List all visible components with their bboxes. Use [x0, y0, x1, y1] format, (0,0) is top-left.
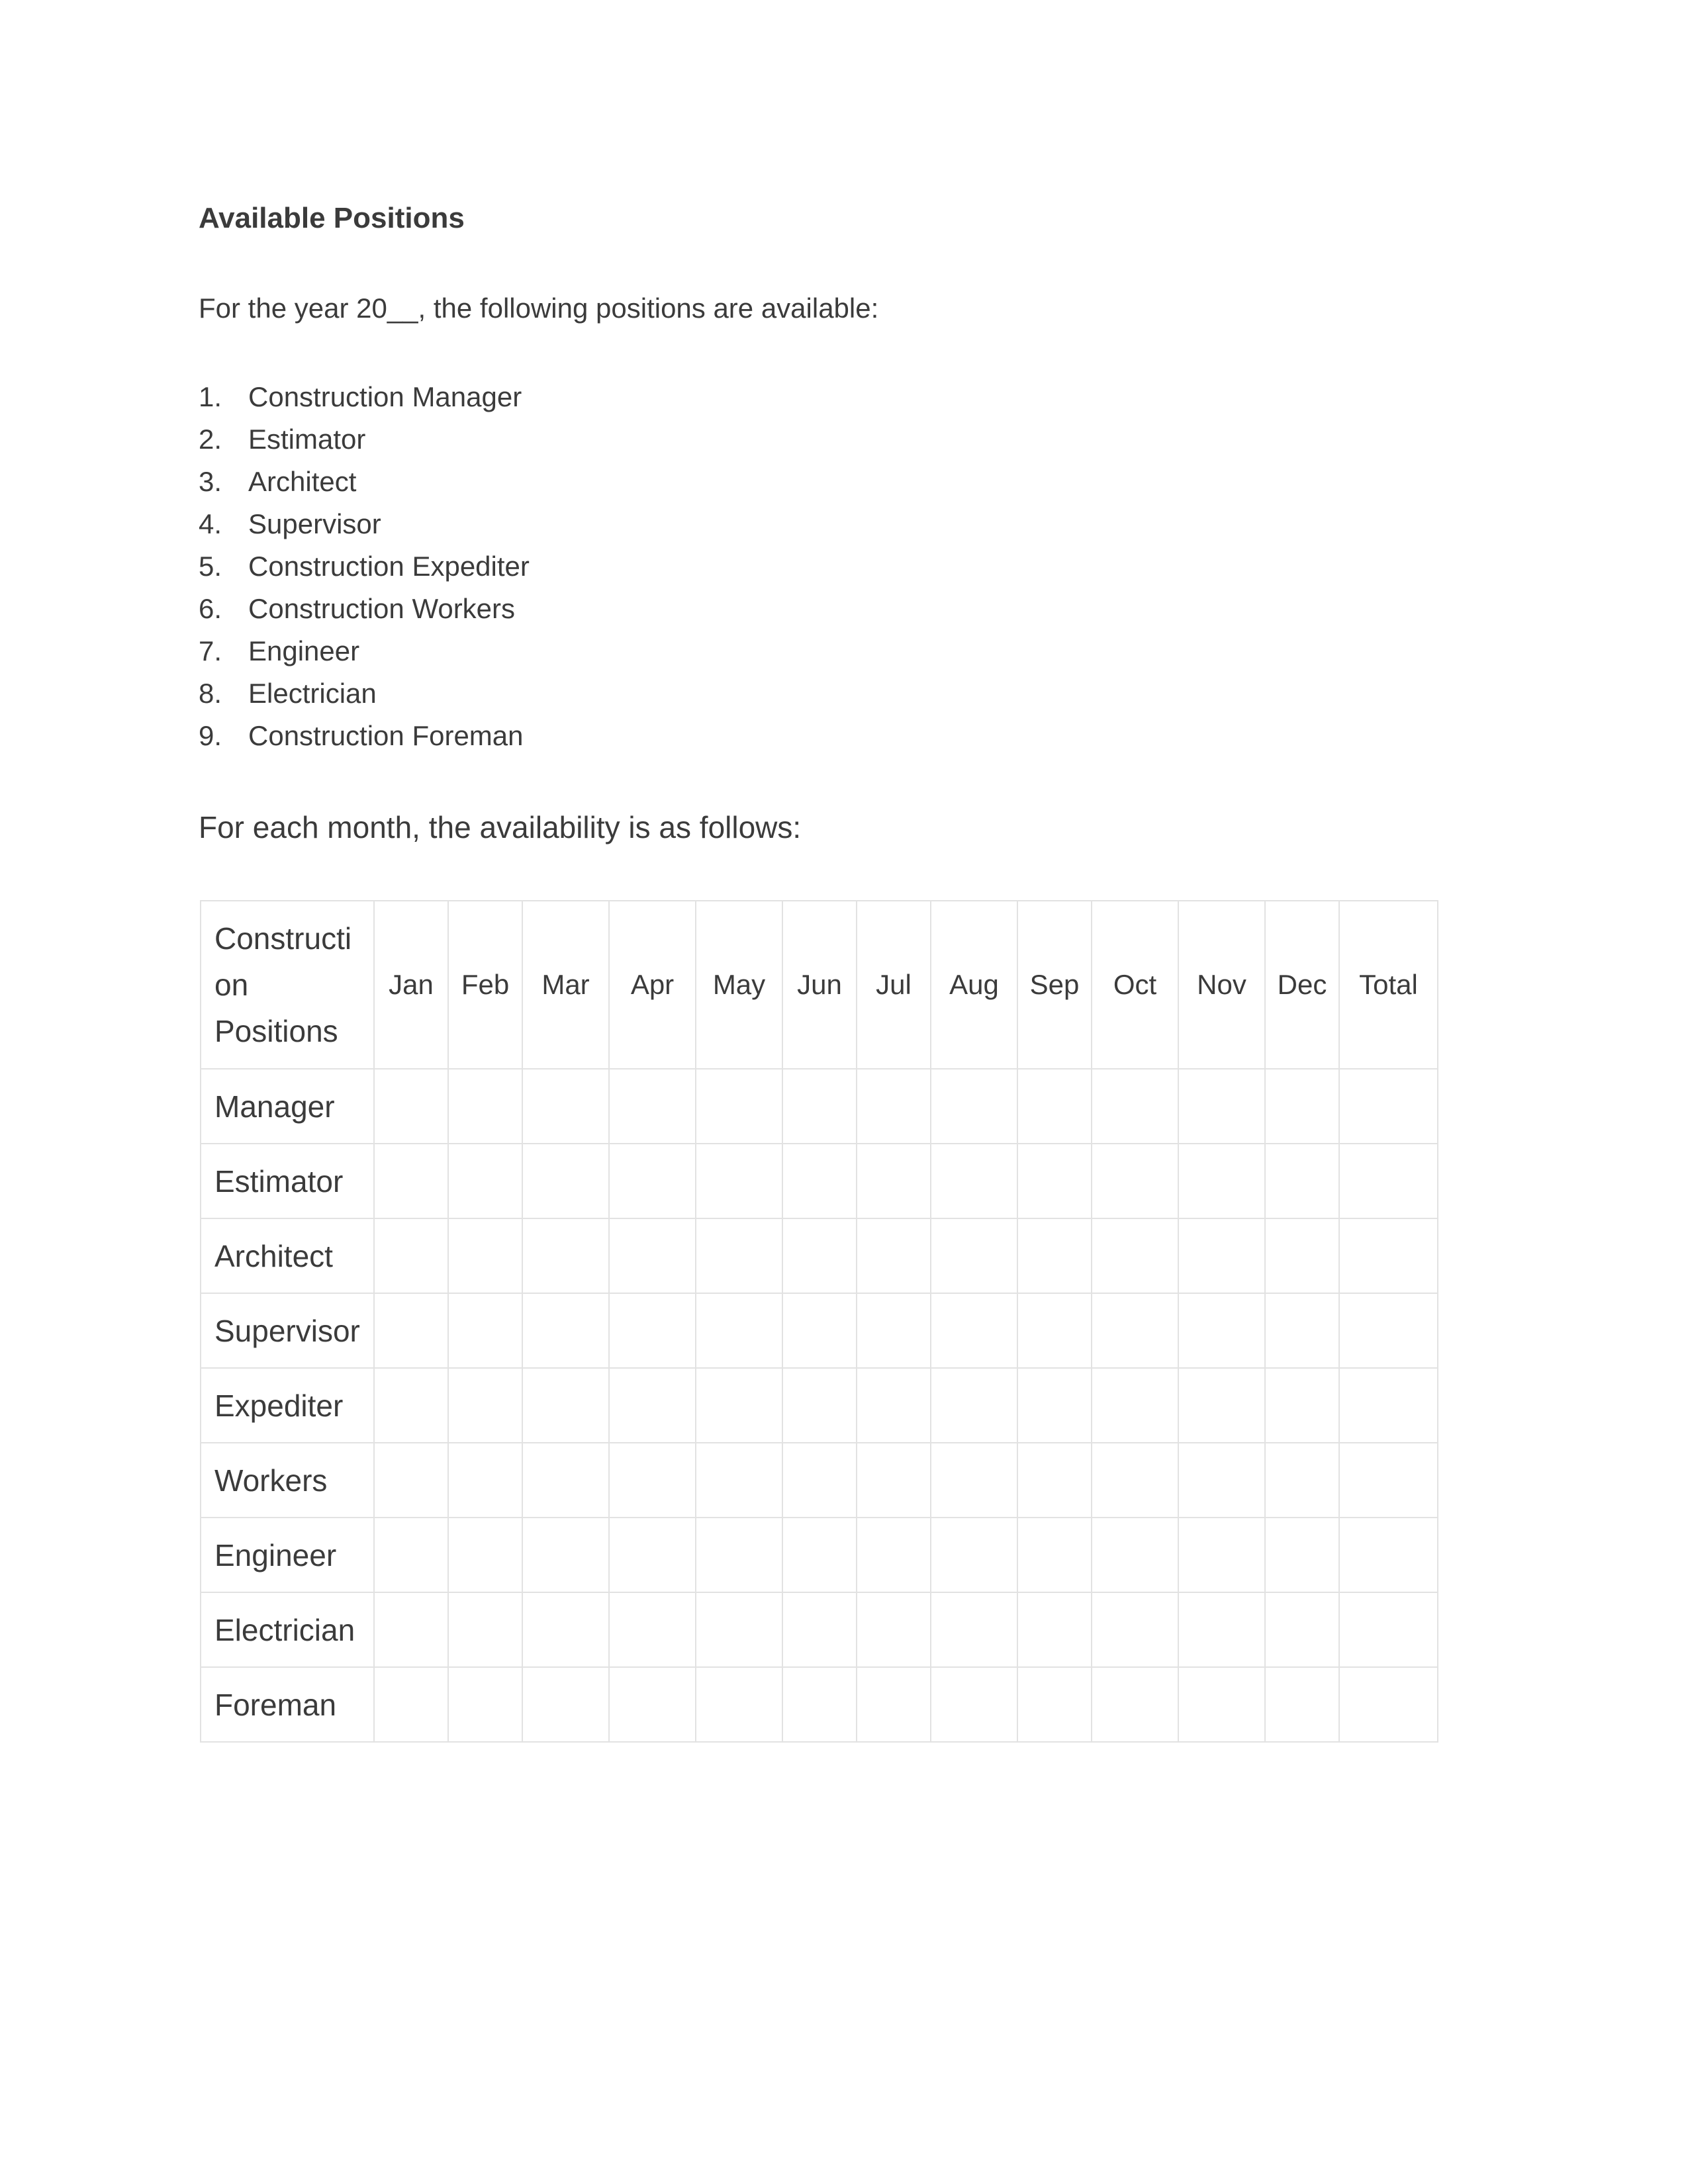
table-cell[interactable] — [1265, 1368, 1339, 1443]
table-cell[interactable] — [448, 1443, 522, 1518]
column-header-positions — [201, 901, 374, 1069]
list-number: 2. — [199, 424, 222, 455]
table-cell[interactable] — [1339, 1368, 1438, 1443]
month-intro-paragraph: For each month, the availability is as follows: — [199, 810, 802, 844]
column-header-month: Nov — [1178, 901, 1265, 1069]
table-cell[interactable] — [1265, 1667, 1339, 1742]
table-cell[interactable] — [1092, 1069, 1178, 1144]
table-cell[interactable] — [1017, 1443, 1092, 1518]
table-cell[interactable] — [609, 1368, 696, 1443]
table-cell[interactable] — [1092, 1443, 1178, 1518]
table-cell[interactable] — [1017, 1592, 1092, 1667]
table-cell[interactable] — [522, 1069, 609, 1144]
table-cell[interactable] — [609, 1218, 696, 1293]
table-cell[interactable] — [374, 1069, 448, 1144]
table-cell[interactable] — [1092, 1592, 1178, 1667]
column-header-month: Aug — [931, 901, 1017, 1069]
table-cell[interactable] — [1017, 1293, 1092, 1368]
table-cell[interactable] — [448, 1293, 522, 1368]
list-number: 7. — [199, 635, 222, 666]
table-cell[interactable] — [696, 1144, 782, 1218]
table-cell[interactable] — [1178, 1144, 1265, 1218]
column-header-month: Jul — [857, 901, 931, 1069]
table-cell[interactable] — [522, 1592, 609, 1667]
table-row — [201, 1368, 1438, 1443]
table-cell[interactable] — [1265, 1443, 1339, 1518]
table-cell[interactable] — [1178, 1667, 1265, 1742]
table-cell[interactable] — [448, 1592, 522, 1667]
table-cell[interactable] — [857, 1592, 931, 1667]
list-item — [199, 376, 530, 418]
table-cell[interactable] — [931, 1069, 1017, 1144]
column-header-month: Sep — [1017, 901, 1092, 1069]
table-cell[interactable] — [448, 1144, 522, 1218]
list-number: 3. — [199, 466, 222, 497]
table-cell[interactable] — [931, 1443, 1017, 1518]
table-cell[interactable] — [696, 1667, 782, 1742]
table-cell[interactable] — [609, 1592, 696, 1667]
table-cell[interactable] — [931, 1592, 1017, 1667]
list-number: 5. — [199, 551, 222, 582]
list-item — [199, 503, 530, 545]
table-cell[interactable] — [1092, 1667, 1178, 1742]
table-row — [201, 1069, 1438, 1144]
table-cell[interactable] — [782, 1069, 857, 1144]
list-item — [199, 418, 530, 461]
table-cell[interactable] — [931, 1368, 1017, 1443]
table-cell[interactable] — [1339, 1592, 1438, 1667]
header-line: Positions — [214, 1014, 338, 1048]
intro-paragraph: For the year 20__, the following positions are available: — [199, 293, 879, 324]
table-cell[interactable] — [857, 1144, 931, 1218]
table-cell[interactable] — [696, 1518, 782, 1592]
table-cell[interactable] — [696, 1592, 782, 1667]
table-cell[interactable] — [931, 1667, 1017, 1742]
column-header-month: Feb — [448, 901, 522, 1069]
list-item — [199, 545, 530, 588]
column-header-month: Apr — [609, 901, 696, 1069]
table-cell[interactable] — [448, 1368, 522, 1443]
table-cell[interactable] — [857, 1518, 931, 1592]
row-label: Expediter — [201, 1368, 374, 1443]
list-item-label: Architect — [248, 466, 357, 497]
table-cell[interactable] — [1339, 1667, 1438, 1742]
list-item-label: Electrician — [248, 678, 377, 709]
column-header-month: Oct — [1092, 901, 1178, 1069]
list-item — [199, 588, 530, 630]
table-cell[interactable] — [1017, 1144, 1092, 1218]
list-item-label: Estimator — [248, 424, 366, 455]
table-cell[interactable] — [1178, 1592, 1265, 1667]
list-number: 6. — [199, 593, 222, 624]
table-cell[interactable] — [1092, 1293, 1178, 1368]
row-label: Workers — [201, 1443, 374, 1518]
table-cell[interactable] — [609, 1293, 696, 1368]
table-cell[interactable] — [1265, 1592, 1339, 1667]
table-cell[interactable] — [931, 1218, 1017, 1293]
list-number: 4. — [199, 508, 222, 539]
row-label: Electrician — [201, 1592, 374, 1667]
table-cell[interactable] — [522, 1518, 609, 1592]
row-label: Estimator — [201, 1144, 374, 1218]
table-cell[interactable] — [696, 1443, 782, 1518]
table-cell[interactable] — [782, 1667, 857, 1742]
row-label: Architect — [201, 1218, 374, 1293]
table-row — [201, 1518, 1438, 1592]
table-cell[interactable] — [696, 1069, 782, 1144]
table-cell[interactable] — [522, 1443, 609, 1518]
table-cell[interactable] — [522, 1218, 609, 1293]
list-item-label: Construction Workers — [248, 593, 516, 624]
table-cell[interactable] — [374, 1592, 448, 1667]
table-cell[interactable] — [1092, 1518, 1178, 1592]
list-item-label: Construction Expediter — [248, 551, 530, 582]
table-row — [201, 1293, 1438, 1368]
table-cell[interactable] — [782, 1293, 857, 1368]
table-cell[interactable] — [1017, 1218, 1092, 1293]
table-cell[interactable] — [1092, 1144, 1178, 1218]
list-item-label: Construction Foreman — [248, 720, 524, 751]
table-cell[interactable] — [374, 1144, 448, 1218]
header-line: on — [214, 968, 249, 1002]
table-cell[interactable] — [1339, 1144, 1438, 1218]
table-cell[interactable] — [1178, 1518, 1265, 1592]
table-cell[interactable] — [522, 1667, 609, 1742]
table-cell[interactable] — [1339, 1069, 1438, 1144]
list-item-label: Engineer — [248, 635, 360, 666]
table-cell[interactable] — [1092, 1368, 1178, 1443]
table-cell[interactable] — [931, 1144, 1017, 1218]
table-cell[interactable] — [782, 1144, 857, 1218]
table-row — [201, 1218, 1438, 1293]
table-cell[interactable] — [1265, 1218, 1339, 1293]
list-item-label: Supervisor — [248, 508, 381, 539]
column-header-month: May — [696, 901, 782, 1069]
list-number: 9. — [199, 720, 222, 751]
table-cell[interactable] — [857, 1293, 931, 1368]
table-cell[interactable] — [1178, 1368, 1265, 1443]
table-cell[interactable] — [374, 1293, 448, 1368]
list-item-label: Construction Manager — [248, 381, 522, 412]
table-cell[interactable] — [857, 1368, 931, 1443]
table-cell[interactable] — [1017, 1667, 1092, 1742]
table-cell[interactable] — [609, 1069, 696, 1144]
table-row — [201, 1592, 1438, 1667]
table-cell[interactable] — [1017, 1518, 1092, 1592]
table-cell[interactable] — [1017, 1069, 1092, 1144]
list-item — [199, 630, 530, 672]
column-header-month: Mar — [522, 901, 609, 1069]
row-label: Manager — [201, 1069, 374, 1144]
table-cell[interactable] — [696, 1293, 782, 1368]
table-cell[interactable] — [1017, 1368, 1092, 1443]
row-label: Engineer — [201, 1518, 374, 1592]
list-number: 8. — [199, 678, 222, 709]
table-cell[interactable] — [522, 1144, 609, 1218]
list-number: 1. — [199, 381, 222, 412]
table-cell[interactable] — [1178, 1443, 1265, 1518]
table-cell[interactable] — [1339, 1293, 1438, 1368]
list-item — [199, 461, 530, 503]
table-row — [201, 1144, 1438, 1218]
table-cell[interactable] — [374, 1518, 448, 1592]
table-cell[interactable] — [696, 1218, 782, 1293]
table-cell[interactable] — [1265, 1293, 1339, 1368]
table-cell[interactable] — [374, 1443, 448, 1518]
table-cell[interactable] — [448, 1218, 522, 1293]
table-cell[interactable] — [1178, 1293, 1265, 1368]
page-title: Available Positions — [199, 202, 465, 234]
list-item — [199, 715, 530, 757]
table-cell[interactable] — [1265, 1069, 1339, 1144]
table-cell[interactable] — [782, 1592, 857, 1667]
availability-table — [200, 900, 1438, 1743]
column-header-month: Dec — [1265, 901, 1339, 1069]
table-cell[interactable] — [931, 1518, 1017, 1592]
table-cell[interactable] — [609, 1667, 696, 1742]
row-label: Foreman — [201, 1667, 374, 1742]
table-cell[interactable] — [1339, 1518, 1438, 1592]
table-cell[interactable] — [857, 1443, 931, 1518]
table-cell[interactable] — [857, 1218, 931, 1293]
table-cell[interactable] — [609, 1443, 696, 1518]
table-cell[interactable] — [1178, 1218, 1265, 1293]
row-label: Supervisor — [201, 1293, 374, 1368]
table-cell[interactable] — [1339, 1443, 1438, 1518]
table-cell[interactable] — [1339, 1218, 1438, 1293]
table-cell[interactable] — [448, 1069, 522, 1144]
table-cell[interactable] — [782, 1368, 857, 1443]
table-cell[interactable] — [374, 1218, 448, 1293]
column-header-month: Jan — [374, 901, 448, 1069]
table-cell[interactable] — [374, 1667, 448, 1742]
header-line: Constructi — [214, 921, 352, 956]
table-cell[interactable] — [857, 1069, 931, 1144]
table-cell[interactable] — [1092, 1218, 1178, 1293]
table-cell[interactable] — [782, 1518, 857, 1592]
table-cell[interactable] — [522, 1368, 609, 1443]
column-header-month: Jun — [782, 901, 857, 1069]
table-cell[interactable] — [857, 1667, 931, 1742]
table-cell[interactable] — [696, 1368, 782, 1443]
table-row — [201, 1443, 1438, 1518]
table-cell[interactable] — [609, 1144, 696, 1218]
table-cell[interactable] — [1265, 1518, 1339, 1592]
table-row — [201, 1667, 1438, 1742]
table-cell[interactable] — [1178, 1069, 1265, 1144]
table-cell[interactable] — [609, 1518, 696, 1592]
table-cell[interactable] — [522, 1293, 609, 1368]
table-cell[interactable] — [448, 1518, 522, 1592]
table-cell[interactable] — [448, 1667, 522, 1742]
list-item — [199, 672, 530, 715]
positions-list — [199, 376, 530, 757]
table-cell[interactable] — [931, 1293, 1017, 1368]
table-cell[interactable] — [782, 1443, 857, 1518]
column-header-total: Total — [1339, 901, 1438, 1069]
table-header-row — [201, 901, 1438, 1069]
table-cell[interactable] — [782, 1218, 857, 1293]
table-cell[interactable] — [374, 1368, 448, 1443]
table-cell[interactable] — [1265, 1144, 1339, 1218]
